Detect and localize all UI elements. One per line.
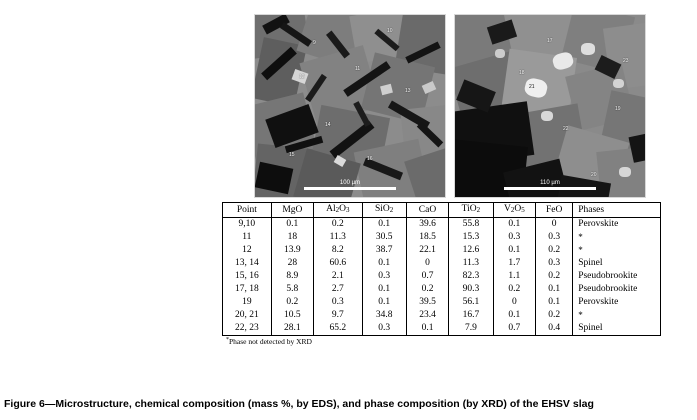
- cell-mgo: 28: [271, 257, 313, 270]
- cell-point: 22, 23: [223, 322, 272, 336]
- point-label: 18: [519, 70, 525, 76]
- figure-caption: Figure 6—Microstructure, chemical composition (mass %, by EDS), and phase composition (by XRD) of the EHSV slag: [4, 398, 594, 410]
- cell-sio2: 30.5: [362, 231, 406, 244]
- point-label: 21: [529, 84, 535, 90]
- cell-mgo: 5.8: [271, 283, 313, 296]
- cell-mgo: 28.1: [271, 322, 313, 336]
- header-phases: Phases: [573, 203, 661, 218]
- cell-mgo: 10.5: [271, 309, 313, 322]
- table-row: [223, 244, 661, 257]
- cell-feo: 0.1: [536, 296, 573, 309]
- cell-sio2: 0.1: [362, 257, 406, 270]
- cell-al2o3: 0.3: [313, 296, 362, 309]
- cell-point: 13, 14: [223, 257, 272, 270]
- cell-feo: 0.2: [536, 270, 573, 283]
- header-feo: FeO: [536, 203, 573, 218]
- footnote-marker: *: [226, 337, 229, 343]
- cell-phase: Perovskite: [573, 296, 661, 309]
- cell-cao: 22.1: [406, 244, 449, 257]
- cell-cao: 0.2: [406, 283, 449, 296]
- cell-tio2: 55.8: [449, 218, 493, 232]
- cell-feo: 0.1: [536, 283, 573, 296]
- cell-cao: 0.7: [406, 270, 449, 283]
- point-label: 12: [299, 74, 305, 80]
- cell-v2o5: 0.2: [493, 283, 536, 296]
- cell-al2o3: 9.7: [313, 309, 362, 322]
- cell-feo: 0: [536, 218, 573, 232]
- composition-table: [222, 202, 661, 336]
- cell-tio2: 15.3: [449, 231, 493, 244]
- point-label: 23: [623, 58, 629, 64]
- point-label: 14: [325, 122, 331, 128]
- point-label: 13: [405, 88, 411, 94]
- cell-tio2: 12.6: [449, 244, 493, 257]
- point-label: 9: [313, 40, 316, 46]
- cell-tio2: 90.3: [449, 283, 493, 296]
- table-footnote: [222, 337, 661, 346]
- cell-phase: *: [573, 309, 661, 322]
- cell-v2o5: 0.7: [493, 322, 536, 336]
- table-body: [223, 218, 661, 336]
- cell-cao: 39.6: [406, 218, 449, 232]
- header-cao: CaO: [406, 203, 449, 218]
- cell-mgo: 13.9: [271, 244, 313, 257]
- cell-cao: 0.1: [406, 322, 449, 336]
- right-micrograph: [454, 14, 646, 198]
- cell-tio2: 56.1: [449, 296, 493, 309]
- cell-phase: *: [573, 244, 661, 257]
- cell-cao: 23.4: [406, 309, 449, 322]
- cell-v2o5: 0: [493, 296, 536, 309]
- cell-tio2: 16.7: [449, 309, 493, 322]
- cell-al2o3: 8.2: [313, 244, 362, 257]
- left-scale-bar: [304, 180, 396, 190]
- scale-bar-line: [304, 187, 396, 190]
- table-row: [223, 257, 661, 270]
- cell-phase: Perovskite: [573, 218, 661, 232]
- right-scale-label: 110 µm: [540, 180, 560, 186]
- point-label: 22: [563, 126, 569, 132]
- cell-sio2: 0.1: [362, 296, 406, 309]
- cell-sio2: 34.8: [362, 309, 406, 322]
- cell-point: 20, 21: [223, 309, 272, 322]
- cell-sio2: 0.3: [362, 322, 406, 336]
- point-label: 16: [367, 156, 373, 162]
- cell-feo: 0.2: [536, 244, 573, 257]
- cell-point: 12: [223, 244, 272, 257]
- cell-mgo: 18: [271, 231, 313, 244]
- point-label: 17: [547, 38, 553, 44]
- cell-sio2: 0.1: [362, 283, 406, 296]
- cell-mgo: 0.2: [271, 296, 313, 309]
- composition-table-block: [222, 202, 661, 346]
- left-scale-label: 100 µm: [339, 180, 361, 186]
- cell-feo: 0.2: [536, 309, 573, 322]
- cell-v2o5: 0.1: [493, 218, 536, 232]
- cell-point: 11: [223, 231, 272, 244]
- point-label: 11: [355, 66, 361, 72]
- cell-feo: 0.3: [536, 231, 573, 244]
- cell-sio2: 0.1: [362, 218, 406, 232]
- cell-point: 19: [223, 296, 272, 309]
- table-row: [223, 270, 661, 283]
- point-label: 10: [387, 28, 393, 34]
- table-row: [223, 231, 661, 244]
- left-micrograph: [254, 14, 446, 198]
- cell-al2o3: 65.2: [313, 322, 362, 336]
- header-sio2: SiO2: [362, 203, 406, 218]
- cell-al2o3: 11.3: [313, 231, 362, 244]
- header-mgo: MgO: [271, 203, 313, 218]
- point-label: 19: [615, 106, 621, 112]
- cell-mgo: 8.9: [271, 270, 313, 283]
- table-header-row: [223, 203, 661, 218]
- header-tio2: TiO2: [449, 203, 493, 218]
- cell-v2o5: 0.3: [493, 231, 536, 244]
- cell-point: 9,10: [223, 218, 272, 232]
- cell-phase: Pseudobrookite: [573, 283, 661, 296]
- cell-cao: 39.5: [406, 296, 449, 309]
- cell-point: 15, 16: [223, 270, 272, 283]
- table-row: [223, 283, 661, 296]
- point-label: 15: [289, 152, 295, 158]
- right-scale-bar: [504, 180, 596, 190]
- table-row: [223, 322, 661, 336]
- cell-cao: 18.5: [406, 231, 449, 244]
- table-row: [223, 218, 661, 232]
- cell-tio2: 82.3: [449, 270, 493, 283]
- cell-feo: 0.4: [536, 322, 573, 336]
- cell-v2o5: 0.1: [493, 244, 536, 257]
- cell-sio2: 38.7: [362, 244, 406, 257]
- scale-bar-line: [504, 187, 596, 190]
- header-v2o5: V2O5: [493, 203, 536, 218]
- cell-al2o3: 2.1: [313, 270, 362, 283]
- footnote-text: Phase not detected by XRD: [229, 337, 312, 346]
- table-row: [223, 309, 661, 322]
- table-row: [223, 296, 661, 309]
- cell-mgo: 0.1: [271, 218, 313, 232]
- cell-v2o5: 0.1: [493, 309, 536, 322]
- micrograph-row: [254, 14, 646, 196]
- header-point: Point: [223, 203, 272, 218]
- cell-al2o3: 2.7: [313, 283, 362, 296]
- cell-al2o3: 60.6: [313, 257, 362, 270]
- cell-v2o5: 1.1: [493, 270, 536, 283]
- cell-sio2: 0.3: [362, 270, 406, 283]
- cell-al2o3: 0.2: [313, 218, 362, 232]
- cell-phase: *: [573, 231, 661, 244]
- cell-phase: Spinel: [573, 322, 661, 336]
- table-head: [223, 203, 661, 218]
- cell-cao: 0: [406, 257, 449, 270]
- cell-v2o5: 1.7: [493, 257, 536, 270]
- point-label: 20: [591, 172, 597, 178]
- cell-tio2: 7.9: [449, 322, 493, 336]
- cell-phase: Pseudobrookite: [573, 270, 661, 283]
- cell-feo: 0.3: [536, 257, 573, 270]
- cell-phase: Spinel: [573, 257, 661, 270]
- cell-tio2: 11.3: [449, 257, 493, 270]
- header-al2o3: Al2O3: [313, 203, 362, 218]
- cell-point: 17, 18: [223, 283, 272, 296]
